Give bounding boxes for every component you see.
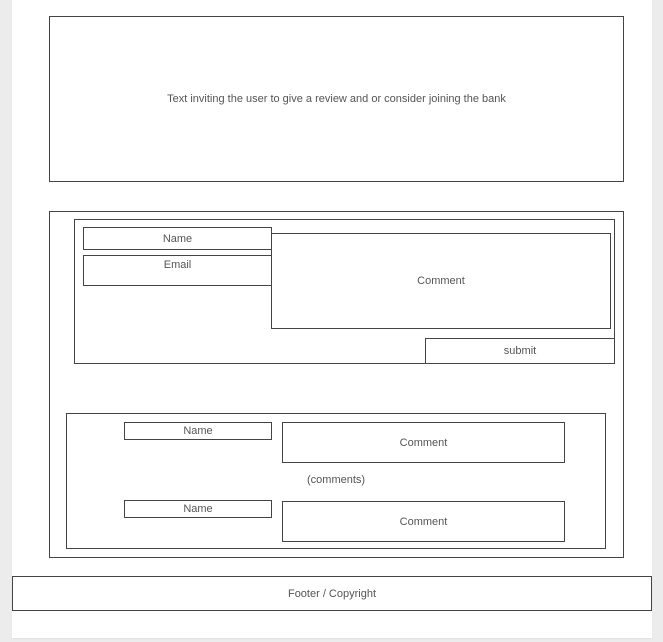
comment-item-text xyxy=(282,422,565,463)
comment-body: Comment xyxy=(399,436,448,449)
email-placeholder: Email xyxy=(163,259,192,271)
name-input[interactable] xyxy=(83,227,272,250)
comments-label: (comments) xyxy=(307,474,366,486)
comment-placeholder: Comment xyxy=(417,275,465,287)
footer xyxy=(12,576,652,611)
comment-item-text xyxy=(282,501,565,542)
hero-text: Text inviting the user to give a review and or consider joining the bank xyxy=(167,93,506,105)
comment-author: Name xyxy=(183,425,213,437)
footer-text: Footer / Copyright xyxy=(287,587,377,600)
email-input[interactable] xyxy=(83,255,272,286)
comment-textarea[interactable] xyxy=(271,233,611,329)
submit-button[interactable] xyxy=(425,338,615,364)
comment-body: Comment xyxy=(399,515,448,528)
comment-author: Name xyxy=(183,503,213,515)
hero-section xyxy=(49,16,624,182)
submit-label: submit xyxy=(503,345,537,357)
comment-item-name xyxy=(124,422,272,440)
name-placeholder: Name xyxy=(162,232,193,245)
comment-item-name xyxy=(124,500,272,518)
